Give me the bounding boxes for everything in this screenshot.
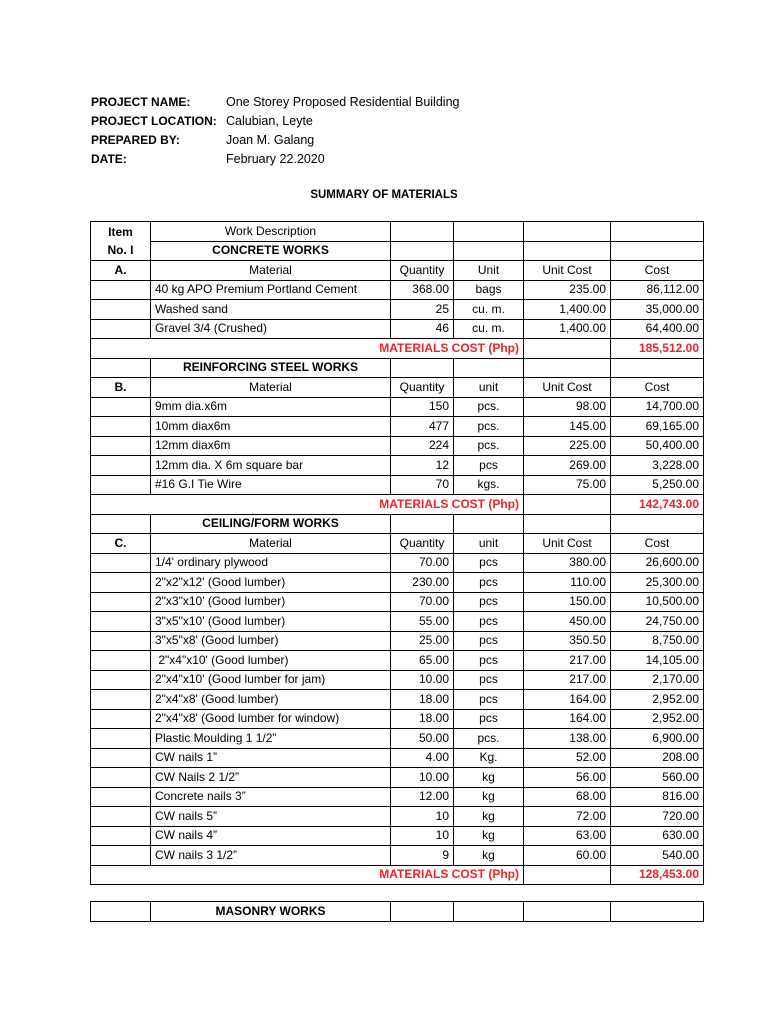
unit-cost-cell: 1,400.00 [524,319,611,339]
empty-cell [91,846,151,866]
empty-cell [611,358,704,378]
table-row [91,612,704,632]
materials-cost-total-row [91,339,704,359]
column-header-row [91,534,704,554]
empty-cell [524,222,611,242]
quantity-cell: 4.00 [391,748,454,768]
project-name-row [91,93,459,112]
quantity-cell: 25 [391,300,454,320]
table-row [91,280,704,300]
material-cell: Washed sand [151,300,391,320]
cost-cell: 69,165.00 [611,417,704,437]
quantity-column-header: Quantity [391,534,454,554]
cost-cell: 2,952.00 [611,709,704,729]
cost-column-header: Cost [611,534,704,554]
materials-cost-total-row [91,865,704,885]
section-title: REINFORCING STEEL WORKS [151,358,391,378]
unit-cell: pcs [454,709,524,729]
unit-cell: pcs. [454,397,524,417]
unit-cell: kg [454,846,524,866]
material-cell: #16 G.I Tie Wire [151,475,391,495]
work-description-header: Work Description [151,222,391,242]
empty-cell [91,358,151,378]
materials-cost-total-row [91,495,704,515]
section-title-row [91,358,704,378]
unit-cell: kg [454,807,524,827]
unit-cell: pcs [454,456,524,476]
unit-cost-cell: 63.00 [524,826,611,846]
cost-cell: 540.00 [611,846,704,866]
table-row [91,397,704,417]
cost-cell: 720.00 [611,807,704,827]
empty-cell [91,514,151,534]
material-cell: CW Nails 2 1/2” [151,768,391,788]
cost-cell: 50,400.00 [611,436,704,456]
quantity-cell: 10 [391,826,454,846]
table-row [91,690,704,710]
date-label: DATE: [91,152,127,166]
masonry-section-row [91,902,704,922]
document-title: SUMMARY OF MATERIALS [310,189,458,201]
quantity-cell: 50.00 [391,729,454,749]
quantity-cell: 18.00 [391,709,454,729]
material-cell: 10mm diax6m [151,417,391,437]
total-label: MATERIALS COST (Php) [91,495,524,515]
empty-cell [391,358,454,378]
unit-column-header: unit [454,378,524,398]
unit-cell: pcs [454,592,524,612]
empty-cell [91,417,151,437]
unit-cell: pcs [454,670,524,690]
empty-cell [524,339,611,359]
section-title-row [91,514,704,534]
empty-cell [91,553,151,573]
quantity-cell: 10 [391,807,454,827]
cost-cell: 6,900.00 [611,729,704,749]
unit-cell: kgs. [454,475,524,495]
cost-cell: 24,750.00 [611,612,704,632]
cost-cell: 35,000.00 [611,300,704,320]
cost-column-header: Cost [611,261,704,281]
item-no-header [91,222,151,261]
unit-cost-cell: 52.00 [524,748,611,768]
material-cell: 3"x5"x8' (Good lumber) [151,631,391,651]
material-cell: 2"x4"x10' (Good lumber) [151,651,391,671]
empty-cell [391,241,454,261]
unit-cost-cell: 225.00 [524,436,611,456]
quantity-cell: 70.00 [391,592,454,612]
table-row [91,826,704,846]
empty-cell [91,826,151,846]
empty-cell [91,787,151,807]
material-cell: 3"x5"x10' (Good lumber) [151,612,391,632]
unit-cell: pcs [454,631,524,651]
table-row [91,573,704,593]
empty-cell [91,807,151,827]
material-cell: CW nails 1” [151,748,391,768]
unit-cost-cell: 380.00 [524,553,611,573]
cost-cell: 14,700.00 [611,397,704,417]
unit-column-header: unit [454,534,524,554]
empty-cell [91,319,151,339]
quantity-cell: 18.00 [391,690,454,710]
empty-cell [91,670,151,690]
section-letter: B. [91,378,151,398]
empty-cell [391,902,454,922]
material-cell: 40 kg APO Premium Portland Cement [151,280,391,300]
table-row [91,319,704,339]
table-row [91,417,704,437]
table-row [91,670,704,690]
material-cell: CW nails 4” [151,826,391,846]
empty-cell [524,902,611,922]
cost-cell: 26,600.00 [611,553,704,573]
quantity-cell: 10.00 [391,670,454,690]
table-row [91,846,704,866]
table-row [91,768,704,788]
empty-cell [524,495,611,515]
unit-cell: pcs [454,573,524,593]
unit-cell: cu. m. [454,319,524,339]
empty-cell [391,514,454,534]
cost-cell: 2,952.00 [611,690,704,710]
cost-cell: 2,170.00 [611,670,704,690]
quantity-cell: 230.00 [391,573,454,593]
material-cell: 12mm dia. X 6m square bar [151,456,391,476]
empty-cell [524,865,611,885]
material-cell: 2"x4"x8' (Good lumber) [151,690,391,710]
project-header [91,93,459,169]
unit-cost-cell: 110.00 [524,573,611,593]
section-title: CEILING/FORM WORKS [151,514,391,534]
project-location-row [91,112,459,131]
table-row [91,807,704,827]
quantity-cell: 224 [391,436,454,456]
table-row [91,436,704,456]
unit-cell: kg [454,787,524,807]
unit-cost-cell: 98.00 [524,397,611,417]
quantity-cell: 70.00 [391,553,454,573]
quantity-cell: 12.00 [391,787,454,807]
quantity-cell: 9 [391,846,454,866]
quantity-cell: 150 [391,397,454,417]
material-cell: 12mm diax6m [151,436,391,456]
cost-cell: 560.00 [611,768,704,788]
empty-cell [611,514,704,534]
date-value: February 22.2020 [226,152,325,166]
project-name-label: PROJECT NAME: [91,95,191,109]
empty-cell [91,709,151,729]
empty-cell [454,514,524,534]
material-cell: CW nails 3 1/2” [151,846,391,866]
section-title-row [91,241,704,261]
quantity-cell: 70 [391,475,454,495]
empty-cell [454,358,524,378]
empty-cell [91,475,151,495]
empty-cell [91,768,151,788]
table-row [91,748,704,768]
material-cell: 1/4' ordinary plywood [151,553,391,573]
cost-cell: 64,400.00 [611,319,704,339]
material-cell: Gravel 3/4 (Crushed) [151,319,391,339]
empty-cell [91,300,151,320]
table-row [91,651,704,671]
cost-cell: 86,112.00 [611,280,704,300]
total-value: 128,453.00 [611,865,704,885]
unit-cell: pcs [454,553,524,573]
total-label: MATERIALS COST (Php) [91,865,524,885]
unit-cost-cell: 150.00 [524,592,611,612]
quantity-cell: 46 [391,319,454,339]
material-cell: 2"x4"x8' (Good lumber for window) [151,709,391,729]
masonry-item-cell [91,902,151,922]
unit-cost-column-header: Unit Cost [524,378,611,398]
empty-cell [91,436,151,456]
unit-cost-cell: 68.00 [524,787,611,807]
cost-cell: 14,105.00 [611,651,704,671]
unit-cost-cell: 217.00 [524,651,611,671]
material-cell: 9mm dia.x6m [151,397,391,417]
empty-cell [611,222,704,242]
quantity-cell: 10.00 [391,768,454,788]
unit-cost-cell: 450.00 [524,612,611,632]
quantity-column-header: Quantity [391,261,454,281]
table-row [91,300,704,320]
unit-cell: cu. m. [454,300,524,320]
empty-cell [524,241,611,261]
empty-cell [91,651,151,671]
cost-cell: 25,300.00 [611,573,704,593]
unit-cell: bags [454,280,524,300]
material-cell: CW nails 5” [151,807,391,827]
quantity-cell: 25.00 [391,631,454,651]
unit-cell: Kg. [454,748,524,768]
unit-cell: pcs. [454,417,524,437]
table-row [91,592,704,612]
quantity-cell: 65.00 [391,651,454,671]
empty-cell [91,612,151,632]
cost-cell: 5,250.00 [611,475,704,495]
project-name-value: One Storey Proposed Residential Building [226,95,460,109]
material-column-header: Material [151,261,391,281]
unit-cell: kg [454,826,524,846]
table-row [91,709,704,729]
unit-cost-cell: 145.00 [524,417,611,437]
material-column-header: Material [151,534,391,554]
empty-cell [91,729,151,749]
empty-cell [454,241,524,261]
material-cell: Concrete nails 3” [151,787,391,807]
cost-column-header: Cost [611,378,704,398]
column-header-row [91,261,704,281]
unit-cost-column-header: Unit Cost [524,261,611,281]
unit-cost-cell: 75.00 [524,475,611,495]
masonry-table [90,901,704,922]
prepared-by-row [91,131,459,150]
section-title: CONCRETE WORKS [151,241,391,261]
empty-cell [91,573,151,593]
material-cell: 2"x2"x12' (Good lumber) [151,573,391,593]
unit-cost-cell: 350.50 [524,631,611,651]
empty-cell [91,592,151,612]
project-location-label: PROJECT LOCATION: [91,114,217,128]
unit-cost-cell: 1,400.00 [524,300,611,320]
table-row [91,456,704,476]
materials-table-body [91,222,704,885]
cost-cell: 208.00 [611,748,704,768]
cost-cell: 3,228.00 [611,456,704,476]
quantity-cell: 55.00 [391,612,454,632]
unit-cell: pcs [454,690,524,710]
unit-cost-cell: 164.00 [524,690,611,710]
materials-table [90,221,704,885]
empty-cell [91,631,151,651]
item-header-line1: Item [108,225,133,239]
unit-cost-cell: 72.00 [524,807,611,827]
cost-cell: 10,500.00 [611,592,704,612]
unit-cost-cell: 138.00 [524,729,611,749]
empty-cell [611,241,704,261]
unit-cost-cell: 164.00 [524,709,611,729]
column-header-row [91,378,704,398]
empty-cell [391,222,454,242]
quantity-cell: 477 [391,417,454,437]
unit-cost-cell: 269.00 [524,456,611,476]
material-column-header: Material [151,378,391,398]
unit-cell: pcs. [454,729,524,749]
prepared-by-value: Joan M. Galang [226,133,315,147]
table-row [91,729,704,749]
cost-cell: 630.00 [611,826,704,846]
quantity-cell: 368.00 [391,280,454,300]
prepared-by-label: PREPARED BY: [91,133,180,147]
cost-cell: 8,750.00 [611,631,704,651]
project-location-value: Calubian, Leyte [226,114,313,128]
empty-cell [91,280,151,300]
empty-cell [91,748,151,768]
empty-cell [524,358,611,378]
section-title-row [91,222,704,242]
unit-cost-cell: 235.00 [524,280,611,300]
item-header-line2: No. I [107,243,134,257]
empty-cell [91,397,151,417]
section-letter: A. [91,261,151,281]
empty-cell [91,456,151,476]
date-row [91,150,459,169]
unit-cell: pcs [454,651,524,671]
quantity-cell: 12 [391,456,454,476]
table-row [91,553,704,573]
table-row [91,787,704,807]
total-value: 185,512.00 [611,339,704,359]
empty-cell [524,514,611,534]
unit-cost-cell: 56.00 [524,768,611,788]
total-value: 142,743.00 [611,495,704,515]
total-label: MATERIALS COST (Php) [91,339,524,359]
unit-cell: pcs [454,612,524,632]
quantity-column-header: Quantity [391,378,454,398]
empty-cell [454,222,524,242]
empty-cell [611,902,704,922]
unit-cost-cell: 60.00 [524,846,611,866]
section-letter: C. [91,534,151,554]
material-cell: 2"x4"x10' (Good lumber for jam) [151,670,391,690]
empty-cell [454,902,524,922]
unit-cost-cell: 217.00 [524,670,611,690]
empty-cell [91,690,151,710]
unit-cost-column-header: Unit Cost [524,534,611,554]
masonry-section-title: MASONRY WORKS [151,902,391,922]
unit-cell: pcs. [454,436,524,456]
unit-cell: kg [454,768,524,788]
table-row [91,475,704,495]
unit-column-header: Unit [454,261,524,281]
cost-cell: 816.00 [611,787,704,807]
material-cell: Plastic Moulding 1 1/2” [151,729,391,749]
table-row [91,631,704,651]
material-cell: 2"x3"x10' (Good lumber) [151,592,391,612]
